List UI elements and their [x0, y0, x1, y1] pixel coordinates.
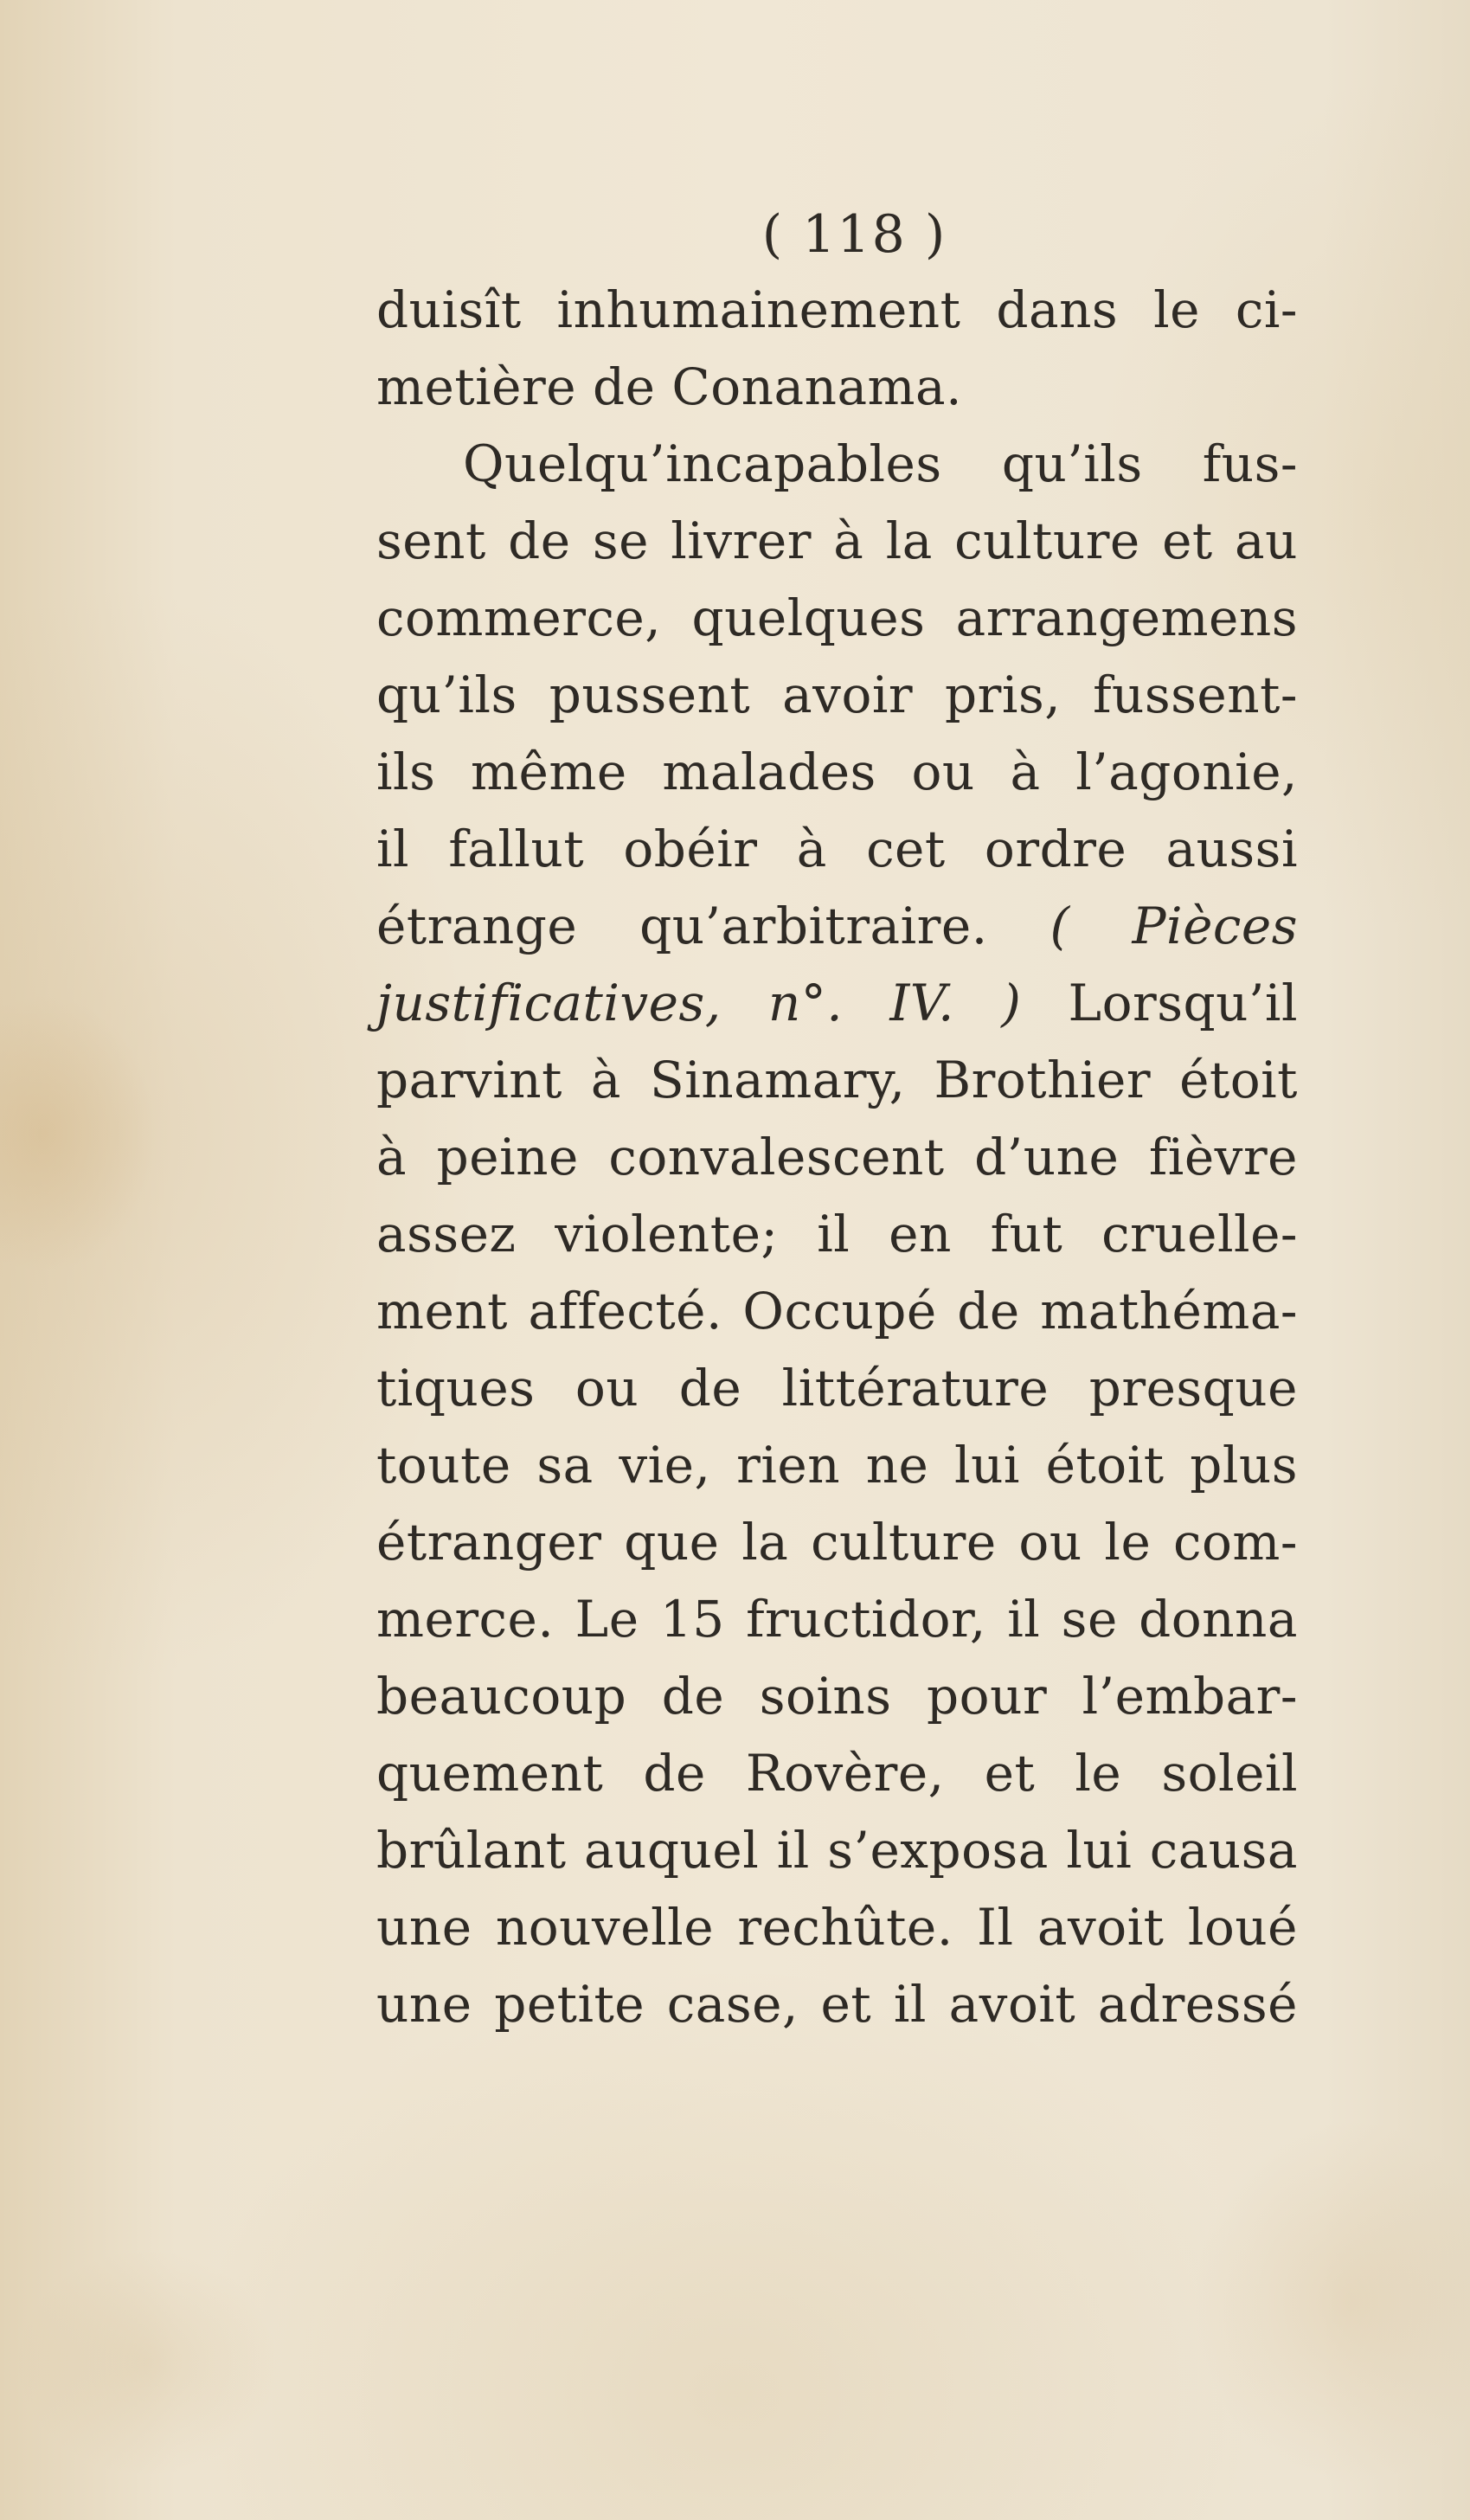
- text-line: quement de Rovère, et le soleil: [376, 1744, 1298, 1803]
- text-segment: étrange qu’arbitraire.: [376, 897, 1050, 955]
- text-line: ment affecté. Occupé de mathéma-: [376, 1282, 1298, 1340]
- text-line: parvint à Sinamary, Brothier étoit: [376, 1051, 1298, 1109]
- text-line: commerce, quelques arrangemens: [376, 588, 1298, 647]
- text-line: à peine convalescent d’une fièvre: [376, 1128, 1298, 1186]
- text-line: merce. Le 15 fructidor, il se donna: [376, 1590, 1298, 1649]
- text-block: [376, 197, 1298, 2043]
- text-line: [376, 888, 1298, 965]
- page-number: ( 118 ): [761, 204, 947, 265]
- text-line: il fallut obéir à cet ordre aussi: [376, 820, 1298, 878]
- italic-reference: ( Pièces: [1050, 897, 1298, 955]
- text-line: une petite case, et il avoit adressé: [376, 1975, 1298, 2034]
- text-line: assez violente; il en fut cruelle-: [376, 1205, 1298, 1263]
- text-line: ils même malades ou à l’agonie,: [376, 742, 1298, 801]
- italic-reference: justificatives, n°. IV. ): [376, 974, 1022, 1032]
- text-line: Quelqu’incapables qu’ils fus-: [463, 434, 1298, 493]
- paper-stain: [17, 2250, 277, 2475]
- text-line: brûlant auquel il s’exposa lui causa: [376, 1821, 1298, 1880]
- text-line: duisît inhumainement dans le ci-: [376, 280, 1298, 339]
- text-line: metière de Conanama.: [376, 357, 963, 416]
- text-line: beaucoup de soins pour l’embar-: [376, 1667, 1298, 1726]
- text-line: étranger que la culture ou le com-: [376, 1513, 1298, 1572]
- text-line: une nouvelle rechûte. Il avoit loué: [376, 1898, 1298, 1957]
- text-line: tiques ou de littérature presque: [376, 1359, 1298, 1418]
- text-line: [376, 965, 1298, 1042]
- text-line: qu’ils pussent avoir pris, fussent-: [376, 665, 1298, 724]
- paper-stain: [0, 995, 156, 1272]
- text-segment: Lorsqu’il: [1021, 974, 1298, 1032]
- text-line: sent de se livrer à la culture et au: [376, 511, 1298, 570]
- text-line: toute sa vie, rien ne lui étoit plus: [376, 1436, 1298, 1495]
- paper-stain: [1194, 2120, 1470, 2484]
